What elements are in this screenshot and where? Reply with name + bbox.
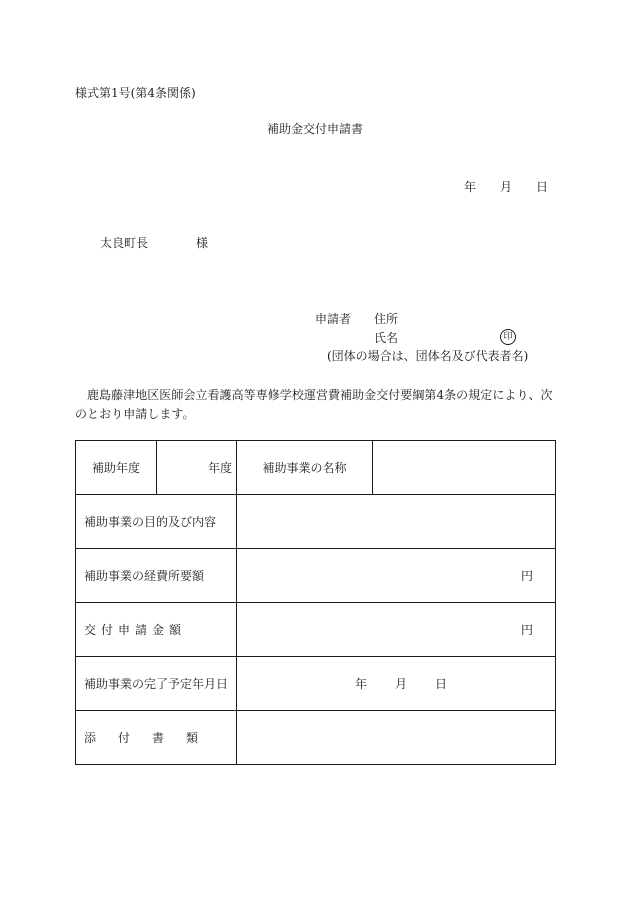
date-year: 年 — [463, 180, 476, 194]
applicant-address-label: 住所 — [374, 312, 399, 326]
addressee-name: 太良町長 — [100, 236, 149, 250]
addressee-honorific: 様 — [196, 236, 209, 250]
cost-unit: 円 — [520, 569, 533, 583]
table-row-amount — [76, 603, 556, 657]
purpose-label: 補助事業の目的及び内容 — [76, 495, 237, 549]
cost-field[interactable] — [237, 549, 556, 603]
fiscal-year-field[interactable] — [157, 441, 237, 495]
form-number: 様式第1号(第4条関係) — [75, 86, 196, 100]
applicant-label: 申請者 — [315, 312, 352, 326]
completion-label: 補助事業の完了予定年月日 — [76, 657, 237, 711]
application-statement: 鹿島藤津地区医師会立看護高等専修学校運営費補助金交付要綱第4条の規定により、次のとおり申請します。 — [75, 388, 553, 421]
applicant-name-label: 氏名 — [374, 331, 399, 345]
completion-date-field[interactable] — [237, 657, 556, 711]
date-month: 月 — [499, 180, 512, 194]
completion-day: 日 — [435, 677, 448, 691]
document-title: 補助金交付申請書 — [266, 122, 363, 136]
cost-label: 補助事業の経費所要額 — [76, 549, 237, 603]
table-row-cost — [76, 549, 556, 603]
project-name-label: 補助事業の名称 — [237, 441, 373, 495]
project-name-field[interactable] — [373, 441, 556, 495]
table-row-purpose — [76, 495, 556, 549]
seal-mark: 印 — [500, 329, 516, 345]
date-day: 日 — [535, 180, 548, 194]
addressee — [100, 237, 208, 249]
table-row-completion — [76, 657, 556, 711]
completion-month: 月 — [395, 677, 408, 691]
group-note: (団体の場合は、団体名及び代表者名) — [327, 349, 529, 363]
table-row-attachments — [76, 711, 556, 765]
table-row-fiscal-year — [76, 441, 556, 495]
completion-year: 年 — [355, 677, 368, 691]
application-form-table — [75, 440, 556, 765]
amount-label: 交付申請金額 — [76, 603, 237, 657]
amount-unit: 円 — [520, 623, 533, 637]
purpose-field[interactable] — [237, 495, 556, 549]
fiscal-year-label: 補助年度 — [76, 441, 157, 495]
fiscal-year-suffix: 年度 — [207, 461, 232, 475]
attachments-label: 添付書類 — [76, 711, 237, 765]
amount-field[interactable] — [237, 603, 556, 657]
application-date — [464, 181, 548, 193]
attachments-field[interactable] — [237, 711, 556, 765]
